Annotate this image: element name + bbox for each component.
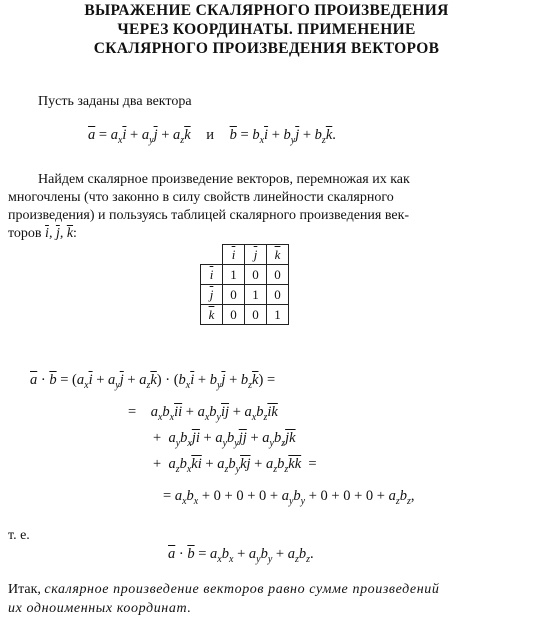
table-header-cell: $\overline{j}$ [245, 245, 267, 265]
paragraph-line-3: произведения) и пользуясь таблицей скалярного произведения век- [8, 208, 410, 223]
table-cell: 0 [223, 285, 245, 305]
table-row-label: $\overline{j}$ [201, 285, 223, 305]
derivation-line-3: + $a_yb_x\overline{ji} + a_yb_y\overline{jj} + a_yb_z\overline{jk}$ [153, 430, 296, 449]
conclusion-prefix: Итак, [8, 582, 41, 597]
title-line-1: ВЫРАЖЕНИЕ СКАЛЯРНОГО ПРОИЗВЕДЕНИЯ [84, 2, 449, 19]
conjunction: и [206, 127, 215, 143]
table-cell: 0 [245, 305, 267, 325]
table-cell: 0 [267, 265, 289, 285]
table-header-cell: $\overline{i}$ [223, 245, 245, 265]
vector-definitions: $\overline{a} = a_x\overline{i} + a_y\overline{j} + a_z\overline{k}$ и $\overline{b} = b_x\overline{i} + b_y\overline{j} + b_z\overline{k}$. [88, 127, 336, 146]
that-is-text: т. е. [8, 528, 30, 543]
table-header-row [201, 245, 289, 265]
derivation-line-2: = $a_xb_x\overline{ii} + a_xb_y\overline{ij} + a_xb_z\overline{ik}$ [128, 404, 278, 423]
table-row [201, 285, 289, 305]
conclusion [8, 580, 440, 618]
table-cell: 0 [245, 265, 267, 285]
paragraph-line-2: многочлены (что законно в силу свойств линейности скалярного [8, 190, 394, 205]
title-line-3: СКАЛЯРНОГО ПРОИЗВЕДЕНИЯ ВЕКТОРОВ [93, 40, 440, 57]
dot-product-table [200, 244, 289, 325]
intro-text: Пусть заданы два вектора [38, 94, 192, 109]
title-line-2: ЧЕРЕЗ КООРДИНАТЫ. ПРИМЕНЕНИЕ [117, 21, 416, 38]
conclusion-line-1: скалярное произведение векторов равно сумме произведений [44, 582, 440, 597]
table-header-cell: $\overline{k}$ [267, 245, 289, 265]
table-row [201, 265, 289, 285]
table-cell: 1 [267, 305, 289, 325]
result-formula: $\overline{a} \cdot \overline{b} = a_xb_x + a_yb_y + a_zb_z$. [168, 546, 314, 565]
table-corner [201, 245, 223, 265]
table-row [201, 305, 289, 325]
derivation-line-5: = $a_xb_x + 0 + 0 + 0 + a_yb_y + 0 + 0 + 0 + a_zb_z$, [163, 488, 415, 507]
page-title [0, 1, 533, 58]
table-cell: 1 [223, 265, 245, 285]
paragraph-line-4: торов $\overline{i}$, $\overline{j}$, $\overline{k}$: [8, 226, 77, 241]
paragraph-line-4-prefix: торов [8, 226, 42, 241]
derivation-line-1: $\overline{a} \cdot \overline{b} = (a_x\overline{i} + a_y\overline{j} + a_z\overline{k}) \cdot (b_x\overline{i} + b_y\overline{j} + b_z\overline{k})$ = [30, 372, 276, 391]
derivation-line-4: + $a_zb_x\overline{ki} + a_zb_y\overline{kj} + a_zb_z\overline{kk}$ = [153, 456, 317, 475]
paragraph-line-1: Найдем скалярное произведение векторов, перемножая их как [38, 172, 410, 187]
table-cell: 1 [245, 285, 267, 305]
table-row-label: $\overline{i}$ [201, 265, 223, 285]
table-row-label: $\overline{k}$ [201, 305, 223, 325]
table-cell: 0 [223, 305, 245, 325]
conclusion-line-2: их одноименных координат. [8, 601, 192, 616]
table-cell: 0 [267, 285, 289, 305]
